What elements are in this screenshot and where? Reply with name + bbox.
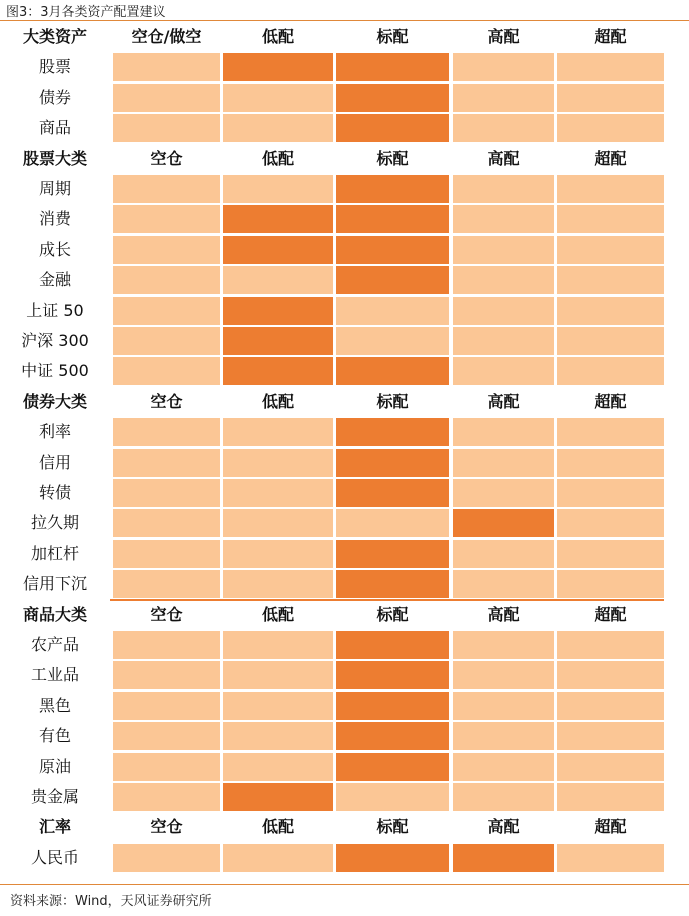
allocation-cell: [336, 297, 449, 325]
allocation-cell: [113, 449, 220, 477]
column-header: 空仓/做空: [131, 27, 202, 46]
column-header: 超配: [594, 817, 627, 837]
column-header: 标配: [376, 391, 409, 411]
allocation-cell: [453, 84, 554, 112]
allocation-cell-selected: [336, 84, 449, 112]
allocation-cell: [223, 631, 333, 659]
section-header-row: [0, 22, 689, 52]
allocation-cell: [453, 661, 554, 689]
allocation-cell: [557, 418, 664, 446]
row-label: 加杠杆: [30, 543, 79, 563]
allocation-cell-selected: [336, 357, 449, 385]
allocation-cell: [223, 509, 333, 537]
table-row: [0, 660, 689, 690]
table-row: [0, 235, 689, 265]
allocation-cell: [557, 327, 664, 355]
allocation-cell: [223, 84, 333, 112]
allocation-cell-selected: [336, 661, 449, 689]
allocation-cell: [113, 266, 220, 294]
column-header: 标配: [376, 148, 409, 168]
column-header: 空仓: [150, 604, 183, 624]
allocation-cell: [557, 114, 664, 142]
row-label: 转债: [38, 483, 71, 502]
allocation-cell: [113, 327, 220, 355]
row-label: 人民币: [30, 847, 79, 867]
allocation-cell-selected: [336, 418, 449, 446]
allocation-cell: [453, 53, 554, 81]
allocation-cell: [557, 479, 664, 507]
allocation-cell: [223, 844, 333, 872]
row-label: 利率: [38, 422, 71, 442]
allocation-cell-selected: [223, 327, 333, 355]
allocation-cell: [113, 783, 220, 811]
allocation-cell-selected: [336, 114, 449, 142]
allocation-cell-selected: [336, 570, 449, 598]
allocation-cell: [113, 205, 220, 233]
section-title: 债券大类: [22, 391, 87, 411]
column-header: 低配: [261, 391, 294, 411]
allocation-cell: [557, 570, 664, 598]
allocation-cell: [453, 783, 554, 811]
row-label: 工业品: [30, 665, 79, 685]
column-header: 标配: [376, 817, 409, 837]
table-row: [0, 265, 689, 295]
allocation-cell: [223, 266, 333, 294]
table-row: [0, 417, 689, 447]
column-header: 高配: [487, 817, 520, 837]
allocation-cell: [113, 418, 220, 446]
row-label: 信用下沉: [22, 574, 87, 594]
allocation-cell-selected: [336, 722, 449, 750]
allocation-cell: [223, 692, 333, 720]
row-label: 股票: [38, 57, 71, 77]
table-row: [0, 752, 689, 782]
column-header: 空仓: [150, 817, 183, 837]
allocation-cell: [223, 449, 333, 477]
allocation-cell: [113, 114, 220, 142]
table-row: [0, 539, 689, 569]
allocation-cell: [453, 722, 554, 750]
allocation-cell-selected: [223, 236, 333, 264]
allocation-cell: [453, 570, 554, 598]
allocation-cell: [453, 236, 554, 264]
section-title: 股票大类: [22, 148, 87, 168]
column-header: 低配: [261, 27, 294, 46]
column-header: 低配: [261, 817, 294, 837]
row-label: 消费: [38, 209, 71, 229]
allocation-cell: [557, 753, 664, 781]
row-label: 商品: [38, 118, 71, 138]
table-row: [0, 478, 689, 508]
allocation-cell: [223, 479, 333, 507]
allocation-cell: [336, 783, 449, 811]
column-header: 高配: [487, 27, 520, 46]
allocation-cell: [453, 205, 554, 233]
table-row: [0, 356, 689, 386]
table-row: [0, 52, 689, 82]
allocation-cell-selected: [223, 53, 333, 81]
allocation-cell: [557, 692, 664, 720]
section-header-row: [0, 812, 689, 842]
allocation-cell: [223, 114, 333, 142]
allocation-cell-selected: [336, 205, 449, 233]
column-header: 高配: [487, 148, 520, 168]
allocation-cell: [223, 661, 333, 689]
section-title: 商品大类: [22, 604, 87, 624]
allocation-cell: [113, 297, 220, 325]
allocation-cell: [557, 844, 664, 872]
row-label: 成长: [38, 239, 71, 259]
allocation-cell: [557, 509, 664, 537]
allocation-cell: [557, 540, 664, 568]
allocation-cell: [453, 357, 554, 385]
allocation-cell: [453, 449, 554, 477]
allocation-cell-selected: [336, 479, 449, 507]
table-row: [0, 508, 689, 538]
allocation-cell: [453, 266, 554, 294]
allocation-cell: [113, 844, 220, 872]
figure-title: 图3：3月各类资产配置建议: [6, 5, 166, 20]
table-row: [0, 204, 689, 234]
allocation-cell: [453, 114, 554, 142]
column-header: 高配: [487, 391, 520, 411]
row-label: 有色: [38, 726, 71, 746]
allocation-cell: [557, 53, 664, 81]
allocation-cell: [557, 783, 664, 811]
column-header: 标配: [376, 27, 409, 46]
allocation-cell-selected: [336, 53, 449, 81]
section-title: 汇率: [38, 817, 71, 837]
allocation-cell: [113, 479, 220, 507]
section-header-row: [0, 600, 689, 630]
allocation-cell: [336, 327, 449, 355]
allocation-cell: [453, 418, 554, 446]
table-row: [0, 630, 689, 660]
allocation-cell-selected: [336, 844, 449, 872]
table-row: [0, 782, 689, 812]
allocation-cell: [223, 753, 333, 781]
table-row: [0, 691, 689, 721]
row-label: 债券: [38, 87, 71, 107]
section-title: 大类资产: [22, 27, 87, 46]
allocation-cell: [223, 722, 333, 750]
allocation-cell-selected: [223, 783, 333, 811]
table-row: [0, 721, 689, 751]
allocation-cell: [113, 631, 220, 659]
allocation-cell-selected: [223, 297, 333, 325]
row-label: 贵金属: [30, 787, 79, 806]
allocation-cell: [453, 540, 554, 568]
allocation-cell: [113, 53, 220, 81]
allocation-cell: [557, 84, 664, 112]
section-header-row: [0, 387, 689, 417]
allocation-cell: [113, 753, 220, 781]
table-row: [0, 83, 689, 113]
allocation-cell: [113, 722, 220, 750]
allocation-cell: [113, 175, 220, 203]
table-row: [0, 113, 689, 143]
allocation-cell-selected: [223, 205, 333, 233]
allocation-cell-selected: [453, 844, 554, 872]
allocation-cell-selected: [453, 509, 554, 537]
column-header: 空仓: [150, 148, 183, 168]
allocation-cell: [557, 175, 664, 203]
row-label: 金融: [38, 270, 71, 290]
allocation-cell: [557, 297, 664, 325]
source-divider: [0, 884, 689, 885]
allocation-cell: [557, 236, 664, 264]
section-header-row: [0, 144, 689, 174]
allocation-cell: [557, 661, 664, 689]
column-header: 超配: [594, 148, 627, 168]
allocation-cell: [557, 266, 664, 294]
allocation-cell: [113, 509, 220, 537]
table-row: [0, 174, 689, 204]
allocation-cell-selected: [336, 692, 449, 720]
row-label: 信用: [38, 452, 71, 472]
allocation-cell: [223, 418, 333, 446]
allocation-cell: [336, 509, 449, 537]
allocation-cell: [557, 357, 664, 385]
allocation-cell: [453, 631, 554, 659]
column-header: 超配: [594, 604, 627, 624]
table-row: [0, 843, 689, 873]
allocation-cell: [453, 753, 554, 781]
allocation-cell: [557, 722, 664, 750]
column-header: 空仓: [150, 391, 183, 411]
allocation-cell: [113, 692, 220, 720]
allocation-cell: [223, 540, 333, 568]
allocation-cell: [223, 175, 333, 203]
row-label: 原油: [38, 756, 71, 776]
allocation-cell-selected: [336, 236, 449, 264]
allocation-cell: [453, 297, 554, 325]
column-header: 标配: [376, 604, 409, 624]
allocation-cell: [113, 540, 220, 568]
column-header: 超配: [594, 391, 627, 411]
table-row: [0, 569, 689, 599]
row-label: 黑色: [38, 695, 71, 715]
row-label: 周期: [38, 179, 71, 198]
source-note: 资料来源：Wind，天风证券研究所: [10, 894, 212, 909]
allocation-cell: [453, 692, 554, 720]
allocation-cell: [557, 631, 664, 659]
allocation-cell-selected: [336, 540, 449, 568]
row-label: 沪深 300: [21, 331, 89, 350]
allocation-cell: [453, 175, 554, 203]
column-header: 超配: [594, 27, 627, 46]
allocation-cell: [113, 84, 220, 112]
allocation-cell-selected: [336, 753, 449, 781]
row-label: 农产品: [30, 635, 79, 654]
allocation-cell: [223, 570, 333, 598]
allocation-cell: [557, 449, 664, 477]
allocation-cell-selected: [223, 357, 333, 385]
allocation-cell: [113, 236, 220, 264]
column-header: 低配: [261, 604, 294, 624]
allocation-cell-selected: [336, 175, 449, 203]
allocation-cell: [113, 357, 220, 385]
row-label: 中证 500: [21, 361, 89, 381]
row-label: 上证 50: [26, 300, 84, 320]
table-row: [0, 448, 689, 478]
column-header: 高配: [487, 604, 520, 624]
allocation-cell-selected: [336, 631, 449, 659]
allocation-cell-selected: [336, 266, 449, 294]
allocation-cell: [113, 570, 220, 598]
column-header: 低配: [261, 148, 294, 168]
table-row: [0, 326, 689, 356]
allocation-cell: [557, 205, 664, 233]
allocation-cell: [113, 661, 220, 689]
allocation-cell-selected: [336, 449, 449, 477]
table-row: [0, 296, 689, 326]
allocation-cell: [453, 327, 554, 355]
allocation-cell: [453, 479, 554, 507]
row-label: 拉久期: [30, 513, 79, 533]
